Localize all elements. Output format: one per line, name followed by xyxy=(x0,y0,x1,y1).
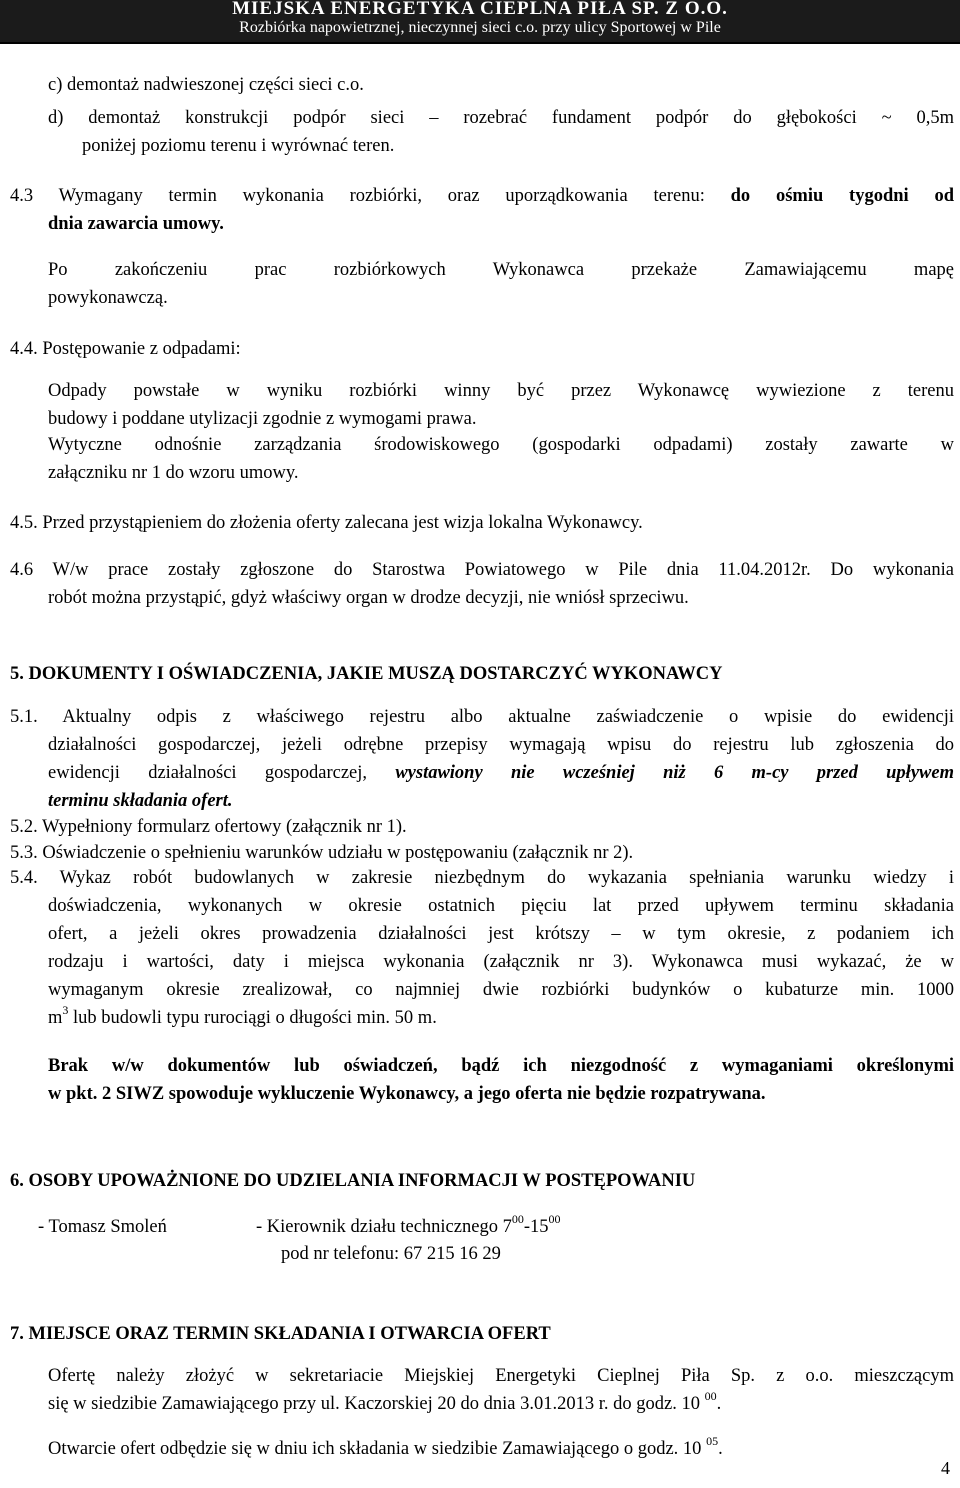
hour-to-sup: 00 xyxy=(548,1212,561,1226)
s54-unit-sup: 3 xyxy=(62,1003,69,1017)
hour-dash: -15 xyxy=(523,1217,549,1237)
section-5-heading: 5. DOKUMENTY I OŚWIADCZENIA, JAKIE MUSZĄ DOSTARCZYĆ WYKONAWCY xyxy=(10,664,723,684)
contact-person: - Tomasz Smoleń xyxy=(38,1217,167,1237)
s54-line: ofert, a jeżeli okres prowadzenia działalności jest krótszy – w tym okresie, z podaniem ich xyxy=(48,924,954,944)
s51-emphasis: wystawiony nie wcześniej niż 6 m-cy przed upływem xyxy=(395,763,954,783)
s7-line: się w siedzibie Zamawiającego przy ul. Kaczorskiej 20 do dnia 3.01.2013 r. do godz. 10 xyxy=(48,1394,700,1414)
s54-rest: lub budowli typu rurociągi o długości min. 50 m. xyxy=(68,1008,437,1028)
s43-deadline: do ośmiu tygodni od xyxy=(730,186,954,206)
section-6-heading: 6. OSOBY UPOWAŻNIONE DO UDZIELANIA INFORMACJI W POSTĘPOWANIU xyxy=(10,1171,696,1191)
s7-paragraph-1 xyxy=(48,1362,954,1418)
company-name: MIEJSKA ENERGETYKA CIEPLNA PIŁA SP. Z O.O. xyxy=(232,0,728,19)
item-5-1 xyxy=(10,703,954,815)
s46-line: 4.6 W/w prace zostały zgłoszone do Starostwa Powiatowego w Pile dnia 11.04.2012r. Do wykonania xyxy=(10,560,954,580)
contact-phone: pod nr telefonu: 67 215 16 29 xyxy=(281,1244,501,1264)
s44-line: Wytyczne odnośnie zarządzania środowiskowego (gospodarki odpadami) zostały zawarte w xyxy=(48,435,954,455)
s54-line: rodzaju i wartości, daty i miejsca wykonania (załącznik nr 3). Wykonawca musi wykazać, że w xyxy=(48,952,954,972)
hour-from-sup: 00 xyxy=(511,1212,524,1226)
item-5-4 xyxy=(10,864,954,1032)
item-d-line: poniżej poziomu terenu i wyrównać teren. xyxy=(82,136,395,156)
document-header xyxy=(0,0,960,44)
s54-line: wymaganym okresie zrealizował, co najmniej dwie rozbiórki budynków o kubaturze min. 1000 xyxy=(48,980,954,1000)
s43-deadline-cont: dnia zawarcia umowy. xyxy=(48,214,224,234)
item-5-3: 5.3. Oświadczenie o spełnieniu warunków udziału w postępowaniu (załącznik nr 2). xyxy=(10,843,634,863)
section-4-5: 4.5. Przed przystąpieniem do złożenia oferty zalecana jest wizja lokalna Wykonawcy. xyxy=(10,513,643,533)
s7-paragraph-2 xyxy=(48,1434,723,1460)
section-4-3 xyxy=(10,182,954,238)
s51-line: działalności gospodarczej, jeżeli odrębne przepisy wymagają wpisu do rejestru lub zgłoszenia do xyxy=(48,735,954,755)
s54-line: 5.4. Wykaz robót budowlanych w zakresie niezbędnym do wykazania spełniania warunku wiedzy i xyxy=(10,868,954,888)
item-c: c) demontaż nadwieszonej części sieci c.o. xyxy=(48,75,364,95)
s51-line: 5.1. Aktualny odpis z właściwego rejestru albo aktualne zaświadczenie o wpisie do ewidencji xyxy=(10,707,954,727)
s44-paragraph-2 xyxy=(48,431,954,487)
s44-paragraph-1 xyxy=(48,377,954,433)
warning-line: Brak w/w dokumentów lub oświadczeń, bądź ich niezgodność z wymaganiami określonymi xyxy=(48,1056,954,1076)
item-d xyxy=(48,104,954,160)
s7-p2-end: . xyxy=(718,1439,723,1459)
s43-paragraph xyxy=(48,256,954,312)
s43-para-line: Po zakończeniu prac rozbiórkowych Wykonawca przekaże Zamawiającemu mapę xyxy=(48,260,954,280)
s44-line: załączniku nr 1 do wzoru umowy. xyxy=(48,463,299,483)
s46-line: robót można przystąpić, gdyż właściwy organ w drodze decyzji, nie wniósł sprzeciwu. xyxy=(48,588,689,608)
warning-paragraph xyxy=(48,1052,954,1108)
s54-line: doświadczenia, wykonanych w okresie ostatnich pięciu lat przed upływem terminu składania xyxy=(48,896,954,916)
s44-line: budowy i poddane utylizacji zgodnie z wymogami prawa. xyxy=(48,409,477,429)
page-number: 4 xyxy=(941,1458,950,1478)
s54-unit: m xyxy=(48,1008,63,1028)
section-4-6 xyxy=(10,556,954,612)
contact-role-text: - Kierownik działu technicznego 7 xyxy=(256,1217,512,1237)
warning-line: w pkt. 2 SIWZ spowoduje wykluczenie Wykonawcy, a jego oferta nie będzie rozpatrywana. xyxy=(48,1084,766,1104)
s44-line: Odpady powstałe w wyniku rozbiórki winny być przez Wykonawcę wywiezione z terenu xyxy=(48,381,954,401)
s44-heading: 4.4. Postępowanie z odpadami: xyxy=(10,339,241,359)
s7-time-sup: 00 xyxy=(704,1389,717,1403)
section-7-heading: 7. MIEJSCE ORAZ TERMIN SKŁADANIA I OTWARCIA OFERT xyxy=(10,1324,551,1344)
contact-role xyxy=(256,1212,561,1238)
s43-text: 4.3 Wymagany termin wykonania rozbiórki, oraz uporządkowania terenu: xyxy=(10,186,731,206)
s43-para-line: powykonawczą. xyxy=(48,288,168,308)
s7-p2-sup: 05 xyxy=(706,1434,719,1448)
s51-emphasis-cont: terminu składania ofert. xyxy=(48,791,233,811)
s7-end: . xyxy=(716,1394,722,1414)
project-subtitle: Rozbiórka napowietrznej, nieczynnej sieci c.o. przy ulicy Sportowej w Pile xyxy=(239,19,721,36)
s51-text: ewidencji działalności gospodarczej, xyxy=(48,763,396,783)
s7-line: Ofertę należy złożyć w sekretariacie Miejskiej Energetyki Cieplnej Piła Sp. z o.o. mieszczącym xyxy=(48,1366,954,1386)
item-5-2: 5.2. Wypełniony formularz ofertowy (załącznik nr 1). xyxy=(10,817,407,837)
s7-p2-text: Otwarcie ofert odbędzie się w dniu ich składania w siedzibie Zamawiającego o godz. 10 xyxy=(48,1439,702,1459)
item-d-line: d) demontaż konstrukcji podpór sieci – rozebrać fundament podpór do głębokości ~ 0,5m xyxy=(48,108,954,128)
